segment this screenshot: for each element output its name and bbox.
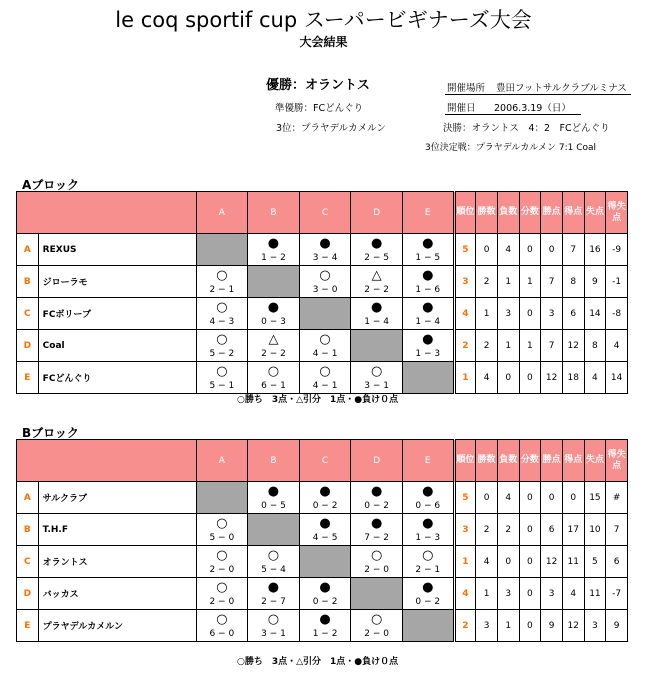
stat-value: 1 <box>497 330 519 362</box>
match-result-cell <box>299 482 351 514</box>
team-row <box>17 482 628 514</box>
stat-value: 12 <box>541 546 563 578</box>
team-row <box>17 578 628 610</box>
match-score: 1 − 4 <box>415 316 441 327</box>
stat-header: 勝数 <box>476 192 498 234</box>
match-score: 1 − 4 <box>364 316 390 327</box>
team-row <box>17 514 628 546</box>
result-mark: ● <box>422 331 434 347</box>
match-result-cell <box>248 546 300 578</box>
stat-header: 得点 <box>562 192 584 234</box>
match-score: 4 − 1 <box>312 380 338 391</box>
result-mark: ○ <box>216 267 228 283</box>
match-result-cell <box>248 330 300 362</box>
match-score: 0 − 2 <box>364 500 390 511</box>
stat-value: 0 <box>519 546 541 578</box>
match-score: 6 − 1 <box>261 380 286 391</box>
column-header-e: E <box>402 440 454 482</box>
stat-value: 4 <box>584 362 606 394</box>
match-score: 0 − 2 <box>312 500 338 511</box>
rank-value: 4 <box>454 578 476 610</box>
stat-value: 4 <box>476 362 498 394</box>
result-mark: ○ <box>216 515 228 531</box>
result-mark: ○ <box>216 363 228 379</box>
match-result-cell <box>402 514 454 546</box>
date-underline <box>445 114 581 115</box>
stat-header: 得失点 <box>606 440 628 482</box>
team-name: バッカス <box>38 578 196 610</box>
rank-value: 5 <box>454 234 476 266</box>
stat-value: 1 <box>476 298 498 330</box>
match-result-cell <box>402 330 454 362</box>
stat-value: 0 <box>476 482 498 514</box>
stat-value: 9 <box>584 266 606 298</box>
match-result-cell <box>196 362 248 394</box>
match-result-cell <box>351 610 403 642</box>
stat-value: 0 <box>519 298 541 330</box>
self-match-cell <box>299 546 351 578</box>
stat-value: 0 <box>541 482 563 514</box>
match-score: 4 − 5 <box>312 532 338 543</box>
match-score: 1 − 2 <box>312 628 338 639</box>
stat-value: 0 <box>519 610 541 642</box>
stat-value: 0 <box>476 234 498 266</box>
rank-value: 2 <box>454 610 476 642</box>
stat-value: 2 <box>476 330 498 362</box>
stat-header: 分数 <box>519 192 541 234</box>
stat-value: 14 <box>606 362 628 394</box>
match-score: 2 − 7 <box>261 596 286 607</box>
rank-value: 3 <box>454 514 476 546</box>
stat-value: 0 <box>519 362 541 394</box>
match-score: 1 − 3 <box>415 532 441 543</box>
stat-value: 0 <box>519 578 541 610</box>
stat-header: 負数 <box>497 440 519 482</box>
stat-value: 3 <box>584 610 606 642</box>
stat-value: 0 <box>519 234 541 266</box>
header-corner <box>17 440 197 482</box>
match-result-cell <box>351 546 403 578</box>
match-result-cell <box>351 514 403 546</box>
result-mark: ● <box>422 515 434 531</box>
result-mark: ○ <box>267 611 280 627</box>
stat-value: 4 <box>562 578 584 610</box>
self-match-cell <box>402 362 454 394</box>
result-mark: ○ <box>216 579 228 595</box>
match-score: 3 − 0 <box>312 284 338 295</box>
result-mark: ● <box>267 235 280 251</box>
block-a-label: Aブロック <box>22 178 80 192</box>
match-result-cell <box>402 298 454 330</box>
stat-value: 3 <box>541 298 563 330</box>
match-result-cell <box>248 362 300 394</box>
team-name: FCどんぐり <box>38 362 196 394</box>
date-label: 開催日 <box>447 103 476 114</box>
stat-value: 6 <box>562 298 584 330</box>
self-match-cell <box>196 482 248 514</box>
team-row <box>17 266 628 298</box>
self-match-cell <box>196 234 248 266</box>
stat-value: 16 <box>584 234 606 266</box>
column-header-c: C <box>299 192 351 234</box>
match-result-cell <box>351 482 403 514</box>
stat-value: 9 <box>606 610 628 642</box>
self-match-cell <box>351 330 403 362</box>
stat-value: 15 <box>584 482 606 514</box>
result-mark: ○ <box>319 331 331 347</box>
stat-value: 0 <box>519 514 541 546</box>
match-result-cell <box>351 298 403 330</box>
match-score: 5 − 1 <box>209 380 235 391</box>
stat-value: 0 <box>562 482 584 514</box>
block-b-label: Bブロック <box>22 426 79 440</box>
result-mark: ● <box>267 579 280 595</box>
stat-value: 3 <box>497 298 519 330</box>
match-score: 0 − 2 <box>312 596 338 607</box>
match-result-cell <box>351 266 403 298</box>
header-corner <box>17 192 197 234</box>
self-match-cell <box>351 578 403 610</box>
stat-value: 6 <box>541 514 563 546</box>
stat-value: 1 <box>497 610 519 642</box>
match-score: 1 − 6 <box>415 284 441 295</box>
result-mark: ● <box>319 611 331 627</box>
stat-value: 10 <box>584 514 606 546</box>
row-letter: B <box>17 266 39 298</box>
self-match-cell <box>299 298 351 330</box>
match-result-cell <box>196 578 248 610</box>
match-result-cell <box>196 298 248 330</box>
match-score: 0 − 6 <box>415 500 441 511</box>
third-place-match-text: 3位決定戦：プラヤデルカルメン 7:1 Coal <box>425 143 597 153</box>
result-mark: ○ <box>216 547 228 563</box>
row-letter: C <box>17 298 39 330</box>
column-header-d: D <box>351 192 403 234</box>
column-header-a: A <box>196 440 248 482</box>
result-mark: ● <box>370 235 383 251</box>
stat-header: 失点 <box>584 440 606 482</box>
match-result-cell <box>299 514 351 546</box>
final-result-text: 決勝：オラントス 4：2 FCどんぐり <box>443 123 610 134</box>
stat-value: # <box>606 482 628 514</box>
match-result-cell <box>299 330 351 362</box>
page-title: le coq sportif cup スーパービギナーズ大会 <box>115 8 532 32</box>
match-score: 3 − 1 <box>364 380 390 391</box>
match-result-cell <box>402 546 454 578</box>
result-mark: ● <box>267 483 280 499</box>
stat-header: 得失点 <box>606 192 628 234</box>
team-name: FCボリーブ <box>38 298 196 330</box>
result-mark: ● <box>422 267 434 283</box>
stat-value: 2 <box>476 514 498 546</box>
result-mark: △ <box>371 267 382 283</box>
stat-header: 勝点 <box>541 440 563 482</box>
match-result-cell <box>402 234 454 266</box>
column-header-c: C <box>299 440 351 482</box>
match-score: 6 − 0 <box>209 628 235 639</box>
match-score: 5 − 4 <box>261 564 286 575</box>
block-b-table <box>16 439 628 642</box>
match-score: 3 − 4 <box>312 252 338 263</box>
stat-value: 7 <box>541 330 563 362</box>
match-score: 2 − 2 <box>364 284 390 295</box>
stat-value: 3 <box>497 578 519 610</box>
result-mark: ○ <box>267 547 280 563</box>
self-match-cell <box>248 514 300 546</box>
team-name: オラントス <box>38 546 196 578</box>
column-header-b: B <box>248 440 300 482</box>
row-letter: E <box>17 610 39 642</box>
stat-value: 2 <box>497 514 519 546</box>
match-score: 1 − 3 <box>415 348 441 359</box>
team-name: サルクラブ <box>38 482 196 514</box>
match-result-cell <box>196 514 248 546</box>
team-name: REXUS <box>38 234 196 266</box>
stat-value: 8 <box>562 266 584 298</box>
stat-header: 負数 <box>497 192 519 234</box>
venue-value: 豊田フットサルクラブルミナス <box>496 83 627 94</box>
team-row <box>17 298 628 330</box>
block-a-table <box>16 191 628 394</box>
result-mark: ● <box>319 235 331 251</box>
result-mark: ● <box>422 235 434 251</box>
result-mark: ● <box>370 483 383 499</box>
match-result-cell <box>299 234 351 266</box>
stat-value: 5 <box>584 546 606 578</box>
result-mark: ● <box>319 515 331 531</box>
match-result-cell <box>402 578 454 610</box>
match-result-cell <box>299 578 351 610</box>
runner-up-text: 準優勝：FCどんぐり <box>275 103 364 114</box>
stat-value: 11 <box>562 546 584 578</box>
match-score: 0 − 3 <box>261 316 286 327</box>
stat-value: 7 <box>606 514 628 546</box>
stat-header: 失点 <box>584 192 606 234</box>
stat-value: 8 <box>584 330 606 362</box>
match-score: 4 − 1 <box>312 348 338 359</box>
stat-value: 18 <box>562 362 584 394</box>
row-letter: D <box>17 330 39 362</box>
result-mark: ● <box>422 299 434 315</box>
match-score: 3 − 1 <box>261 628 286 639</box>
rank-value: 3 <box>454 266 476 298</box>
match-score: 0 − 5 <box>261 500 286 511</box>
match-result-cell <box>248 234 300 266</box>
stat-value: -7 <box>606 578 628 610</box>
stat-value: 1 <box>519 330 541 362</box>
match-result-cell <box>196 610 248 642</box>
stat-value: 17 <box>562 514 584 546</box>
stat-value: 12 <box>562 610 584 642</box>
result-mark: ● <box>370 515 383 531</box>
match-score: 4 − 3 <box>209 316 235 327</box>
stat-value: -1 <box>606 266 628 298</box>
rank-value: 5 <box>454 482 476 514</box>
self-match-cell <box>248 266 300 298</box>
rank-value: 1 <box>454 546 476 578</box>
match-result-cell <box>248 298 300 330</box>
stat-value: 12 <box>562 330 584 362</box>
row-letter: B <box>17 514 39 546</box>
block-b-legend: ○勝ち 3点・△引分 1点・●負け０点 <box>237 657 399 667</box>
match-result-cell <box>299 266 351 298</box>
result-mark: ○ <box>216 331 228 347</box>
result-mark: ○ <box>216 299 228 315</box>
match-result-cell <box>248 610 300 642</box>
match-score: 1 − 5 <box>415 252 441 263</box>
match-score: 2 − 0 <box>209 596 235 607</box>
team-name: ジローラモ <box>38 266 196 298</box>
stat-value: 4 <box>606 330 628 362</box>
stat-value: 4 <box>497 482 519 514</box>
match-result-cell <box>351 234 403 266</box>
row-letter: E <box>17 362 39 394</box>
match-result-cell <box>248 482 300 514</box>
stat-header: 得点 <box>562 440 584 482</box>
row-letter: A <box>17 234 39 266</box>
stat-header: 勝点 <box>541 192 563 234</box>
stat-value: 7 <box>541 266 563 298</box>
match-result-cell <box>351 362 403 394</box>
match-score: 2 − 5 <box>364 252 390 263</box>
column-header-e: E <box>402 192 454 234</box>
match-score: 0 − 2 <box>415 596 441 607</box>
match-score: 5 − 0 <box>209 532 235 543</box>
result-mark: ○ <box>216 611 228 627</box>
result-mark: ● <box>267 299 280 315</box>
match-result-cell <box>402 266 454 298</box>
rank-value: 1 <box>454 362 476 394</box>
stat-value: -9 <box>606 234 628 266</box>
header-row <box>17 192 628 234</box>
result-mark: ● <box>319 579 331 595</box>
stat-header: 順位 <box>454 192 476 234</box>
stat-value: 9 <box>541 610 563 642</box>
venue-label: 開催場所 <box>447 83 486 94</box>
match-score: 2 − 2 <box>261 348 286 359</box>
team-row <box>17 234 628 266</box>
team-row <box>17 546 628 578</box>
result-mark: ○ <box>370 547 383 563</box>
team-row <box>17 610 628 642</box>
team-name: T.H.F <box>38 514 196 546</box>
result-mark: ○ <box>370 363 383 379</box>
stat-value: 0 <box>541 234 563 266</box>
column-header-a: A <box>196 192 248 234</box>
stat-value: 2 <box>476 266 498 298</box>
column-header-b: B <box>248 192 300 234</box>
stat-header: 勝数 <box>476 440 498 482</box>
self-match-cell <box>402 610 454 642</box>
row-letter: D <box>17 578 39 610</box>
row-letter: C <box>17 546 39 578</box>
team-row <box>17 362 628 394</box>
stat-value: 11 <box>584 578 606 610</box>
match-result-cell <box>196 546 248 578</box>
page-subtitle: 大会結果 <box>299 35 348 49</box>
match-result-cell <box>299 362 351 394</box>
block-a-legend: ○勝ち 3点・△引分 1点・●負け０点 <box>237 395 399 405</box>
header-row <box>17 440 628 482</box>
match-result-cell <box>248 578 300 610</box>
result-mark: ○ <box>267 363 280 379</box>
row-letter: A <box>17 482 39 514</box>
rank-value: 2 <box>454 330 476 362</box>
result-mark: ○ <box>319 267 331 283</box>
result-mark: ○ <box>422 547 434 563</box>
match-score: 2 − 0 <box>364 564 390 575</box>
venue-underline <box>445 94 631 95</box>
stat-value: 4 <box>497 234 519 266</box>
match-score: 2 − 0 <box>364 628 390 639</box>
stat-header: 分数 <box>519 440 541 482</box>
match-score: 5 − 2 <box>209 348 235 359</box>
stat-value: 0 <box>497 546 519 578</box>
date-value: 2006.3.19（日） <box>494 103 571 114</box>
match-result-cell <box>196 330 248 362</box>
match-score: 2 − 0 <box>209 564 235 575</box>
result-mark: ● <box>422 483 434 499</box>
stat-value: 3 <box>541 578 563 610</box>
stat-header: 順位 <box>454 440 476 482</box>
stat-value: 7 <box>562 234 584 266</box>
match-score: 2 − 1 <box>209 284 235 295</box>
stat-value: -8 <box>606 298 628 330</box>
stat-value: 4 <box>476 546 498 578</box>
team-name: プラヤデルカメルン <box>38 610 196 642</box>
stat-value: 12 <box>541 362 563 394</box>
result-mark: ○ <box>370 611 383 627</box>
stat-value: 6 <box>606 546 628 578</box>
stat-value: 1 <box>497 266 519 298</box>
result-mark: ● <box>370 299 383 315</box>
winner-text: 優勝：オラントス <box>266 78 370 93</box>
result-mark: ○ <box>319 363 331 379</box>
stat-value: 0 <box>497 362 519 394</box>
team-name: Coal <box>38 330 196 362</box>
match-score: 1 − 2 <box>261 252 286 263</box>
third-place-text: 3位：プラヤデルカメルン <box>276 123 386 134</box>
stat-value: 1 <box>519 266 541 298</box>
match-result-cell <box>299 610 351 642</box>
column-header-d: D <box>351 440 403 482</box>
team-row <box>17 330 628 362</box>
match-score: 2 − 1 <box>415 564 441 575</box>
stat-value: 14 <box>584 298 606 330</box>
rank-value: 4 <box>454 298 476 330</box>
match-score: 7 − 2 <box>364 532 390 543</box>
stat-value: 1 <box>476 578 498 610</box>
stat-value: 3 <box>476 610 498 642</box>
match-result-cell <box>402 482 454 514</box>
result-mark: △ <box>268 331 279 347</box>
match-result-cell <box>196 266 248 298</box>
result-mark: ● <box>422 579 434 595</box>
result-mark: ● <box>319 483 331 499</box>
stat-value: 0 <box>519 482 541 514</box>
